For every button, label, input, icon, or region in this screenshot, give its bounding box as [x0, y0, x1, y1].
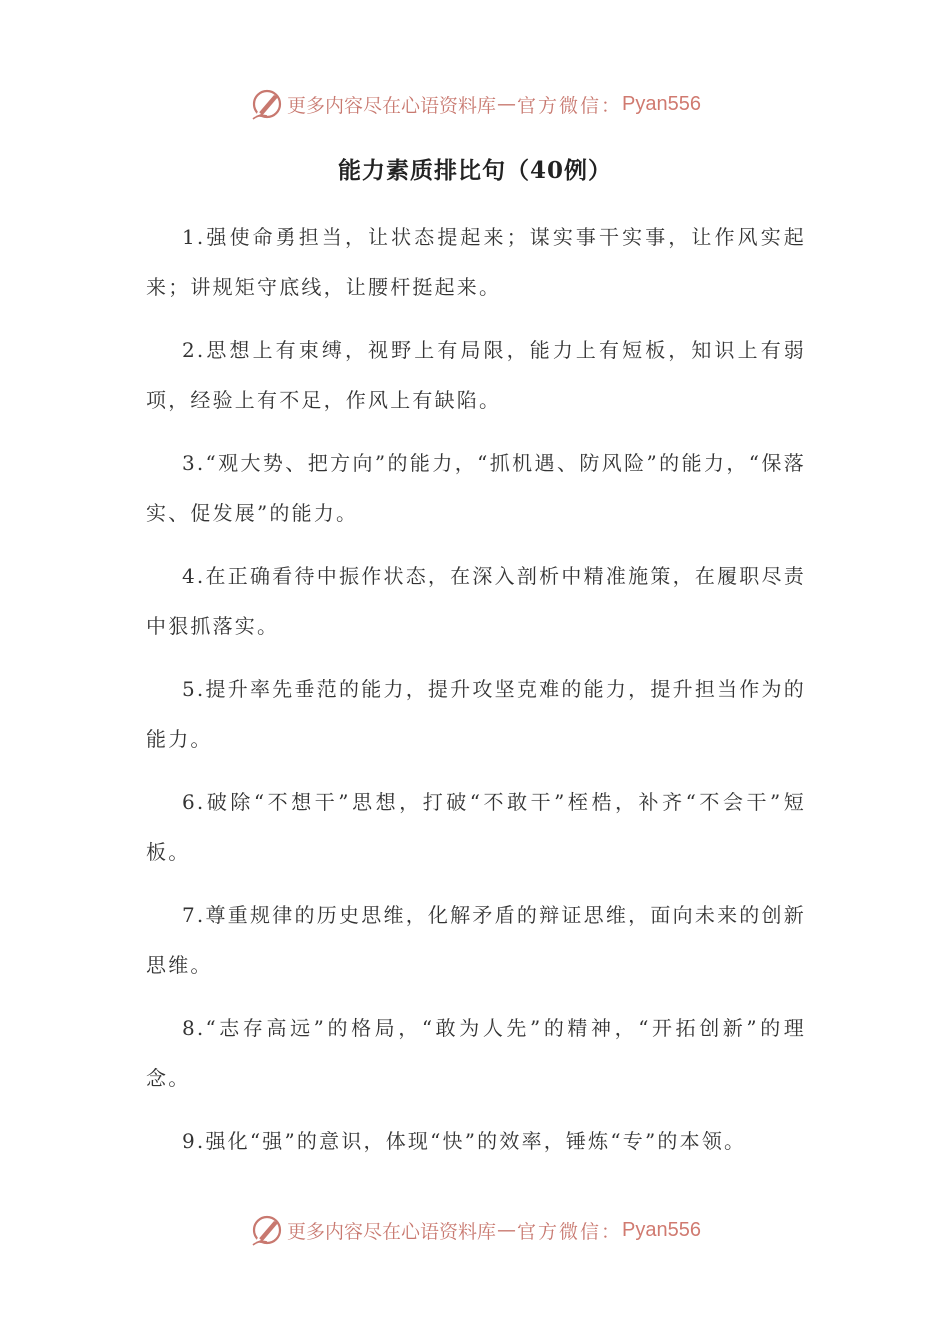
list-item: 3.“观大势、把方向”的能力，“抓机遇、防风险”的能力，“保落实、促发展”的能力。 [146, 451, 806, 525]
wechat-id: Pyan556 [622, 92, 701, 115]
item-list [146, 212, 806, 1179]
list-item: 6.破除“不想干”思想，打破“不敢干”桎梏，补齐“不会干”短板。 [146, 790, 806, 864]
pen-nib-logo-icon [249, 86, 285, 122]
list-item: 7.尊重规律的历史思维，化解矛盾的辩证思维，面向未来的创新思维。 [146, 903, 806, 977]
pen-nib-logo-icon [249, 1212, 285, 1248]
list-item: 8.“志存高远”的格局，“敢为人先”的精神，“开拓创新”的理念。 [146, 1016, 806, 1090]
wechat-label: 官方微信： [517, 1220, 623, 1243]
wechat-label: 官方微信： [517, 94, 623, 117]
document-title: 能力素质排比句（40例） [337, 157, 612, 184]
header-watermark-banner [0, 84, 950, 124]
footer-watermark-banner [0, 1210, 950, 1250]
list-item: 5.提升率先垂范的能力，提升攻坚克难的能力，提升担当作为的能力。 [146, 677, 806, 751]
list-item: 9.强化“强”的意识，体现“快”的效率，锤炼“专”的本领。 [182, 1129, 747, 1153]
wechat-id: Pyan556 [622, 1218, 701, 1241]
site-name-text: 更多内容尽在心语资料库 [287, 94, 497, 117]
separator-dash: — [497, 1219, 517, 1241]
separator-dash: — [497, 93, 517, 115]
list-item: 1.强使命勇担当，让状态提起来；谋实事干实事，让作风实起来；讲规矩守底线，让腰杆挺起来。 [146, 225, 806, 299]
site-name-text: 更多内容尽在心语资料库 [287, 1220, 497, 1243]
list-item: 4.在正确看待中振作状态，在深入剖析中精准施策，在履职尽责中狠抓落实。 [146, 564, 806, 638]
list-item: 2.思想上有束缚，视野上有局限，能力上有短板，知识上有弱项，经验上有不足，作风上有缺陷。 [146, 338, 806, 412]
